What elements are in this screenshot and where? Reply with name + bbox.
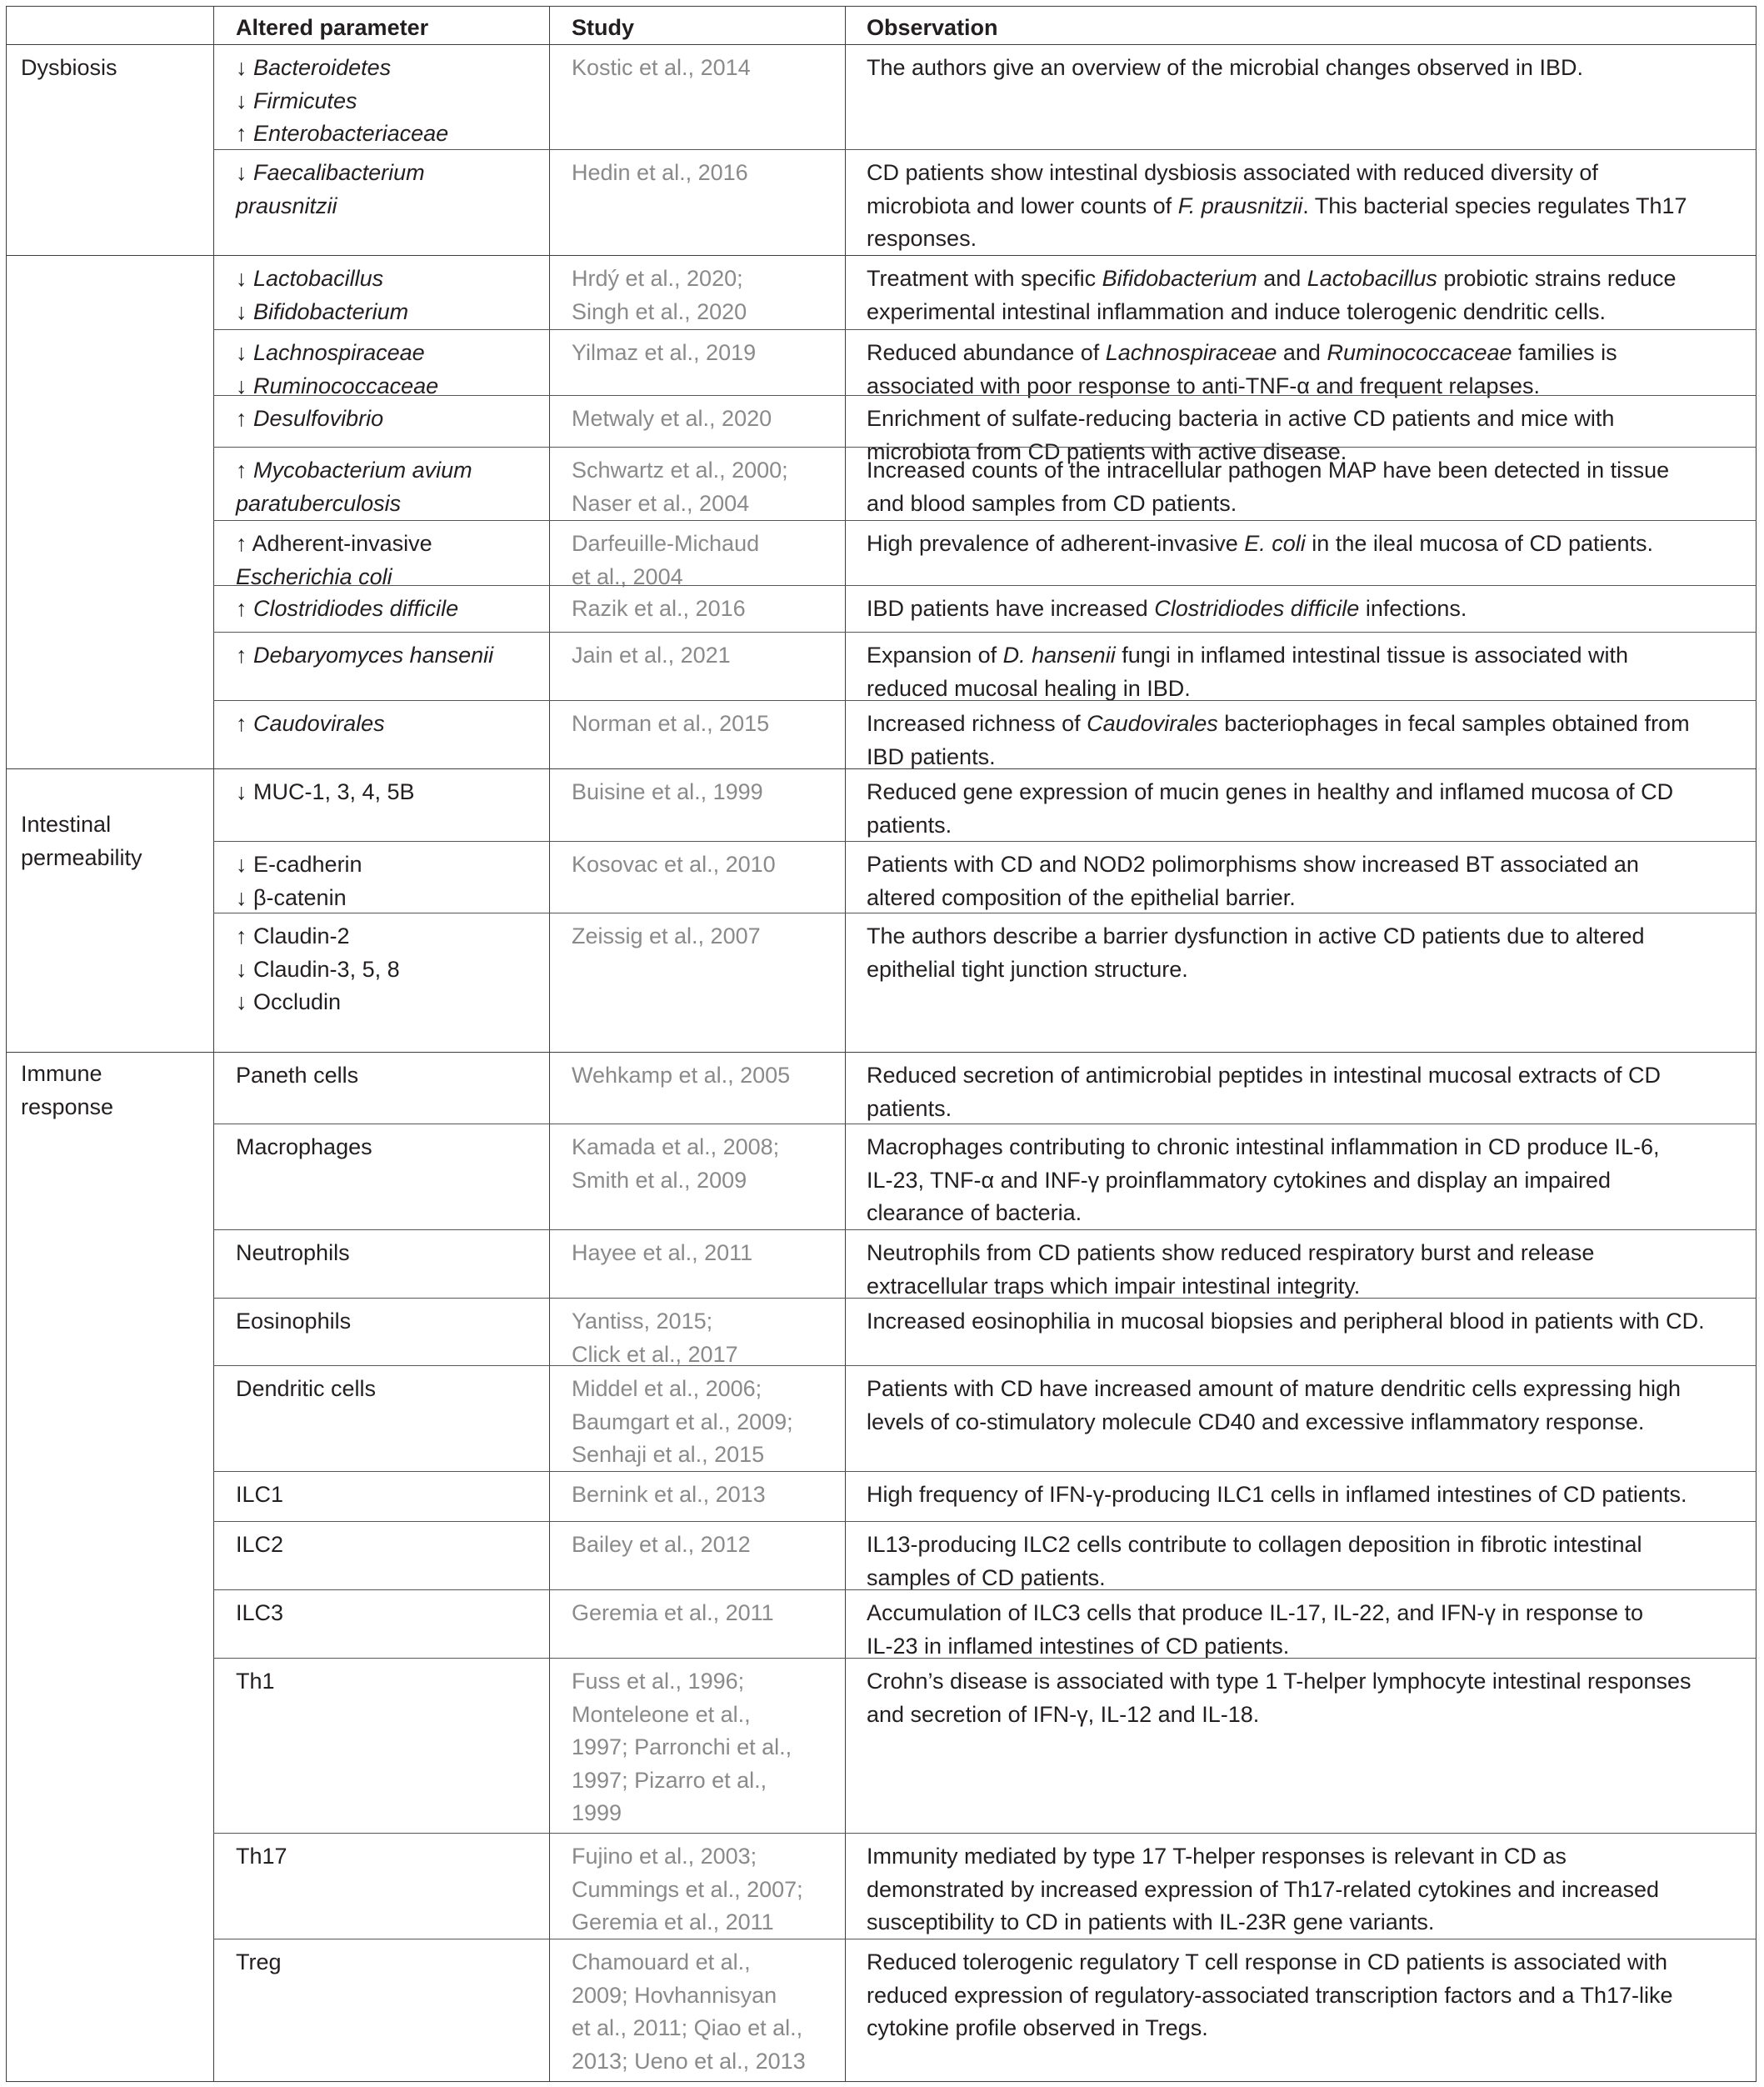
text-segment: Reduced secretion of antimicrobial peptides in intestinal mucosal extracts of CD: [867, 1063, 1661, 1088]
study-reference: Geremia et al., 2011: [572, 1909, 774, 1934]
observation-line: [867, 1874, 1659, 1907]
study-reference: 1999: [572, 1800, 622, 1825]
observation-line: [867, 809, 952, 843]
text-segment: Clostridiodes difficile: [1154, 596, 1360, 621]
text-segment: responses.: [867, 226, 977, 251]
table-border-bottom: [6, 2081, 1757, 2082]
study-reference: Wehkamp et al., 2005: [572, 1063, 791, 1088]
parameter-line: [236, 488, 401, 521]
parameter-line: [236, 263, 383, 296]
text-segment: IL13-producing ILC2 cells contribute to collagen deposition in fibrotic intestinal: [867, 1532, 1642, 1557]
observation-line: [867, 1164, 1611, 1198]
text-segment: Expansion of: [867, 643, 1003, 668]
study-reference: Kostic et al., 2014: [572, 55, 751, 80]
observation-line: [867, 1946, 1667, 1979]
category-permeability-line1: Intestinal: [21, 812, 112, 837]
study-reference: Schwartz et al., 2000;: [572, 458, 788, 483]
parameter-line: [236, 1665, 275, 1699]
text-segment: ↓ Claudin-3, 5, 8: [236, 956, 400, 982]
text-segment: Debaryomyces hansenii: [253, 643, 494, 668]
text-segment: in the ileal mucosa of CD patients.: [1305, 531, 1654, 556]
parameter-line: [236, 118, 448, 151]
observation-line: [867, 190, 1687, 223]
row-divider: [213, 1589, 1757, 1590]
row-divider: [213, 1365, 1757, 1366]
text-segment: paratuberculosis: [236, 490, 402, 516]
text-segment: reduced expression of regulatory-associated transcription factors and a Th17-like: [867, 1982, 1673, 2008]
observation-line: [867, 1665, 1692, 1699]
study-reference: Chamouard et al.,: [572, 1949, 751, 1974]
study-reference: Cummings et al., 2007;: [572, 1876, 803, 1902]
parameter-line: [236, 1946, 282, 1979]
text-segment: Macrophages contributing to chronic intestinal inflammation in CD produce IL-6,: [867, 1134, 1660, 1159]
study-reference: Bernink et al., 2013: [572, 1482, 766, 1507]
parameter-line: [236, 1597, 283, 1630]
text-segment: Ruminococcaceae: [253, 373, 439, 398]
observation-line: [867, 1479, 1687, 1512]
text-segment: susceptibility to CD in patients with IL-23R gene variants.: [867, 1909, 1435, 1934]
study-reference: Kosovac et al., 2010: [572, 852, 776, 877]
category-divider: [6, 1052, 1757, 1053]
row-divider: [213, 585, 1757, 586]
study-reference: Fujino et al., 2003;: [572, 1844, 757, 1869]
text-segment: Lactobacillus: [253, 266, 384, 291]
parameter-line: [236, 953, 400, 987]
text-segment: ↓: [236, 88, 254, 113]
text-segment: ↑: [236, 458, 254, 483]
header-divider: [6, 44, 1757, 45]
text-segment: ↑: [236, 643, 254, 668]
text-segment: Bifidobacterium: [1102, 266, 1257, 291]
text-segment: ↓ MUC-1, 3, 4, 5B: [236, 779, 415, 804]
table-border-right: [1756, 6, 1757, 2081]
text-segment: Treatment with specific: [867, 266, 1102, 291]
text-segment: demonstrated by increased expression of Th17-related cytokines and increased: [867, 1876, 1660, 1902]
text-segment: reduced mucosal healing in IBD.: [867, 675, 1191, 701]
text-segment: Increased counts of the intracellular pathogen MAP have been detected in tissue: [867, 458, 1670, 483]
text-segment: and: [1257, 266, 1307, 291]
text-segment: The authors give an overview of the microbial changes observed in IBD.: [867, 55, 1583, 80]
parameter-line: [236, 639, 493, 673]
parameter-line: [236, 986, 341, 1019]
text-segment: Firmicutes: [253, 88, 357, 113]
text-segment: infections.: [1359, 596, 1467, 621]
text-segment: Lachnospiraceae: [253, 340, 425, 365]
row-divider: [213, 1298, 1757, 1299]
observation-line: [867, 1237, 1594, 1270]
row-divider: [213, 329, 1757, 330]
observation-line: [867, 1406, 1644, 1439]
study-reference: 2013; Ueno et al., 2013: [572, 2048, 806, 2074]
study-reference: Middel et al., 2006;: [572, 1376, 762, 1401]
parameter-line: [236, 337, 425, 370]
observation-line: [867, 263, 1676, 296]
observation-line: [867, 337, 1617, 370]
parameter-line: [236, 52, 391, 85]
text-segment: prausnitzii: [236, 193, 337, 218]
observation-line: [867, 370, 1540, 403]
study-reference: Smith et al., 2009: [572, 1167, 747, 1193]
study-reference: Razik et al., 2016: [572, 596, 746, 621]
study-reference: Baumgart et al., 2009;: [572, 1409, 793, 1434]
text-segment: Reduced tolerogenic regulatory T cell response in CD patients is associated with: [867, 1949, 1668, 1974]
text-segment: epithelial tight junction structure.: [867, 956, 1188, 982]
observation-line: [867, 1373, 1681, 1406]
parameter-line: [236, 454, 472, 488]
parameter-line: [236, 1373, 376, 1406]
text-segment: High prevalence of adherent-invasive: [867, 531, 1245, 556]
study-reference: et al., 2004: [572, 563, 683, 589]
study-reference: Norman et al., 2015: [572, 711, 770, 736]
parameter-line: [236, 296, 408, 329]
text-segment: Bifidobacterium: [253, 298, 409, 324]
category-divider: [6, 255, 1757, 256]
text-segment: Enrichment of sulfate-reducing bacteria in active CD patients and mice with: [867, 406, 1615, 431]
text-segment: microbiota and lower counts of: [867, 193, 1178, 218]
text-segment: Immunity mediated by type 17 T-helper responses is relevant in CD as: [867, 1844, 1567, 1869]
text-segment: ↓: [236, 55, 254, 80]
text-segment: Th1: [236, 1669, 275, 1694]
text-segment: Increased eosinophilia in mucosal biopsies and peripheral blood in patients with CD.: [867, 1309, 1705, 1334]
text-segment: Reduced abundance of: [867, 340, 1106, 365]
observation-line: [867, 528, 1653, 561]
row-divider: [213, 841, 1757, 842]
text-segment: Eosinophils: [236, 1309, 352, 1334]
text-segment: patients.: [867, 1095, 952, 1121]
text-segment: levels of co-stimulatory molecule CD40 and excessive inflammatory response.: [867, 1409, 1645, 1434]
text-segment: Faecalibacterium: [253, 160, 425, 185]
text-segment: ↓: [236, 160, 254, 185]
text-segment: samples of CD patients.: [867, 1564, 1106, 1590]
text-segment: D. hansenii: [1002, 643, 1116, 668]
header-observation: Observation: [867, 15, 998, 40]
observation-line: [867, 223, 977, 256]
observation-line: [867, 708, 1690, 741]
parameter-line: [236, 920, 350, 953]
text-segment: IBD patients.: [867, 743, 996, 769]
study-reference: Singh et al., 2020: [572, 298, 747, 324]
text-segment: ILC2: [236, 1532, 284, 1557]
observation-line: [867, 1699, 1259, 1732]
text-segment: ↓: [236, 340, 254, 365]
text-segment: cytokine profile observed in Tregs.: [867, 2015, 1208, 2040]
text-segment: Neutrophils from CD patients show reduced respiratory burst and release: [867, 1240, 1595, 1265]
text-segment: clearance of bacteria.: [867, 1200, 1082, 1225]
text-segment: High frequency of IFN-γ-producing ILC1 cells in inflamed intestines of CD patients.: [867, 1482, 1687, 1507]
observation-line: [867, 1840, 1567, 1874]
parameter-line: [236, 776, 415, 809]
parameter-line: [236, 882, 347, 915]
category-permeability-line2: permeability: [21, 844, 142, 870]
study-reference: Bailey et al., 2012: [572, 1532, 751, 1557]
text-segment: ↑: [236, 406, 254, 431]
text-segment: Increased richness of: [867, 711, 1087, 736]
text-segment: ↓: [236, 298, 254, 324]
study-reference: Metwaly et al., 2020: [572, 406, 772, 431]
text-segment: Enterobacteriaceae: [253, 121, 449, 146]
study-reference: Click et al., 2017: [572, 1341, 738, 1367]
text-segment: ↓ Occludin: [236, 989, 342, 1014]
text-segment: probiotic strains reduce: [1437, 266, 1677, 291]
row-divider: [213, 520, 1757, 521]
study-reference: 1997; Pizarro et al.,: [572, 1767, 767, 1793]
row-divider: [213, 1229, 1757, 1230]
row-divider: [213, 1471, 1757, 1472]
text-segment: Clostridiodes difficile: [253, 596, 459, 621]
study-reference: et al., 2011; Qiao et al.,: [572, 2015, 803, 2040]
study-reference: Yantiss, 2015;: [572, 1309, 713, 1334]
text-segment: ↓: [236, 266, 254, 291]
text-segment: ↓ β-catenin: [236, 884, 347, 910]
text-segment: IL-23, TNF-α and INF-γ proinflammatory cytokines and display an impaired: [867, 1167, 1611, 1193]
observation-line: [867, 1979, 1673, 2013]
study-reference: Buisine et al., 1999: [572, 779, 763, 804]
text-segment: Patients with CD and NOD2 polimorphisms show increased BT associated an: [867, 852, 1639, 877]
observation-line: [867, 953, 1188, 987]
text-segment: fungi in inflamed intestinal tissue is associated with: [1115, 643, 1629, 668]
text-segment: Ruminococcaceae: [1327, 340, 1512, 365]
row-divider: [213, 1658, 1757, 1659]
study-reference: Fuss et al., 1996;: [572, 1669, 745, 1694]
parameter-line: [236, 848, 362, 882]
parameter-line: [236, 708, 385, 741]
data-table: [6, 6, 1757, 2081]
parameter-line: [236, 1840, 287, 1874]
study-reference: Senhaji et al., 2015: [572, 1442, 765, 1467]
study-reference: Kamada et al., 2008;: [572, 1134, 780, 1159]
observation-line: [867, 157, 1598, 190]
parameter-line: [236, 1305, 351, 1339]
study-reference: 2009; Hovhannisyan: [572, 1982, 777, 2008]
observation-line: [867, 403, 1614, 436]
observation-line: [867, 1597, 1643, 1630]
study-reference: Darfeuille-Michaud: [572, 531, 760, 556]
observation-line: [867, 1093, 952, 1126]
text-segment: Mycobacterium avium: [253, 458, 472, 483]
text-segment: experimental intestinal inflammation and induce tolerogenic dendritic cells.: [867, 298, 1606, 324]
parameter-line: [236, 85, 357, 118]
text-segment: Escherichia coli: [236, 563, 392, 589]
observation-line: [867, 848, 1639, 882]
study-reference: 1997; Parronchi et al.,: [572, 1734, 792, 1759]
observation-line: [867, 1529, 1642, 1562]
observation-line: [867, 488, 1237, 521]
observation-line: [867, 1197, 1082, 1230]
study-reference: Jain et al., 2021: [572, 643, 731, 668]
text-segment: Th17: [236, 1844, 287, 1869]
observation-line: [867, 52, 1583, 85]
study-reference: Yilmaz et al., 2019: [572, 340, 757, 365]
text-segment: Dendritic cells: [236, 1376, 377, 1401]
column-divider: [213, 6, 214, 2081]
text-segment: Patients with CD have increased amount of mature dendritic cells expressing high: [867, 1376, 1681, 1401]
text-segment: ↑: [236, 711, 254, 736]
row-divider: [213, 149, 1757, 150]
parameter-line: [236, 1479, 283, 1512]
row-divider: [213, 1521, 1757, 1522]
text-segment: IL-23 in inflamed intestines of CD patients.: [867, 1633, 1290, 1659]
category-divider: [6, 768, 1757, 769]
study-reference: Monteleone et al.,: [572, 1701, 751, 1727]
text-segment: IBD patients have increased: [867, 596, 1155, 621]
observation-line: [867, 882, 1296, 915]
text-segment: families is: [1512, 340, 1617, 365]
text-segment: ↑: [236, 596, 254, 621]
text-segment: . This bacterial species regulates Th17: [1302, 193, 1687, 218]
text-segment: extracellular traps which impair intestinal integrity.: [867, 1273, 1361, 1299]
text-segment: and blood samples from CD patients.: [867, 490, 1237, 516]
study-reference: Geremia et al., 2011: [572, 1600, 774, 1625]
text-segment: CD patients show intestinal dysbiosis associated with reduced diversity of: [867, 160, 1598, 185]
text-segment: Reduced gene expression of mucin genes in healthy and inflamed mucosa of CD: [867, 779, 1674, 804]
study-reference: Naser et al., 2004: [572, 490, 750, 516]
text-segment: Bacteroidetes: [253, 55, 392, 80]
category-immune-line2: response: [21, 1094, 114, 1119]
observation-line: [867, 1305, 1705, 1339]
text-segment: Desulfovibrio: [253, 406, 384, 431]
text-segment: patients.: [867, 812, 952, 838]
text-segment: Macrophages: [236, 1134, 372, 1159]
observation-line: [867, 593, 1467, 626]
text-segment: The authors describe a barrier dysfunction in active CD patients due to altered: [867, 923, 1645, 948]
text-segment: ↓: [236, 373, 254, 398]
text-segment: Accumulation of ILC3 cells that produce IL-17, IL-22, and IFN-γ in response to: [867, 1600, 1643, 1625]
text-segment: F. prausnitzii: [1177, 193, 1303, 218]
category-dysbiosis: Dysbiosis: [21, 55, 117, 80]
observation-line: [867, 454, 1669, 488]
text-segment: associated with poor response to anti-TNF-α and frequent relapses.: [867, 373, 1541, 398]
text-segment: Caudovirales: [253, 711, 385, 736]
parameter-line: [236, 403, 383, 436]
row-divider: [213, 447, 1757, 448]
observation-line: [867, 1059, 1661, 1093]
study-reference: Hedin et al., 2016: [572, 160, 748, 185]
row-divider: [213, 1833, 1757, 1834]
observation-line: [867, 296, 1606, 329]
header-parameter: Altered parameter: [236, 15, 429, 40]
text-segment: E. coli: [1244, 531, 1306, 556]
text-segment: Lactobacillus: [1307, 266, 1437, 291]
parameter-line: [236, 593, 458, 626]
table-border-top: [6, 6, 1757, 7]
text-segment: Caudovirales: [1087, 711, 1218, 736]
observation-line: [867, 639, 1628, 673]
column-divider: [845, 6, 846, 2081]
category-immune-line1: Immune: [21, 1061, 102, 1086]
text-segment: bacteriophages in fecal samples obtained from: [1217, 711, 1690, 736]
text-segment: Lachnospiraceae: [1105, 340, 1277, 365]
text-segment: ILC3: [236, 1600, 284, 1625]
parameter-line: [236, 157, 425, 190]
study-reference: Zeissig et al., 2007: [572, 923, 761, 948]
text-segment: Treg: [236, 1949, 282, 1974]
text-segment: Neutrophils: [236, 1240, 350, 1265]
text-segment: ILC1: [236, 1482, 284, 1507]
text-segment: altered composition of the epithelial barrier.: [867, 884, 1296, 910]
study-reference: Hrdý et al., 2020;: [572, 266, 743, 291]
row-divider: [213, 700, 1757, 701]
parameter-line: [236, 190, 337, 223]
row-divider: [213, 395, 1757, 396]
text-segment: ↓ E-cadherin: [236, 852, 362, 877]
text-segment: Paneth cells: [236, 1063, 359, 1088]
parameter-line: [236, 370, 438, 403]
text-segment: and: [1277, 340, 1327, 365]
observation-line: [867, 1906, 1434, 1939]
table-border-left: [6, 6, 7, 2081]
column-divider: [549, 6, 550, 2081]
text-segment: and secretion of IFN-γ, IL-12 and IL-18.: [867, 1701, 1260, 1727]
text-segment: ↑: [236, 121, 254, 146]
observation-line: [867, 1131, 1660, 1164]
observation-line: [867, 920, 1645, 953]
parameter-line: [236, 528, 432, 561]
header-study: Study: [572, 15, 635, 40]
row-divider: [213, 632, 1757, 633]
parameter-line: [236, 1529, 283, 1562]
parameter-line: [236, 1237, 350, 1270]
parameter-line: [236, 1131, 372, 1164]
parameter-line: [236, 561, 392, 594]
text-segment: Crohn’s disease is associated with type 1 T-helper lymphocyte intestinal responses: [867, 1669, 1692, 1694]
observation-line: [867, 2012, 1208, 2045]
text-segment: ↑ Claudin-2: [236, 923, 350, 948]
parameter-line: [236, 1059, 358, 1093]
study-reference: Hayee et al., 2011: [572, 1240, 753, 1265]
text-segment: ↑ Adherent-invasive: [236, 531, 432, 556]
observation-line: [867, 776, 1673, 809]
text-segment: microbiota from CD patients with active disease.: [867, 438, 1347, 464]
